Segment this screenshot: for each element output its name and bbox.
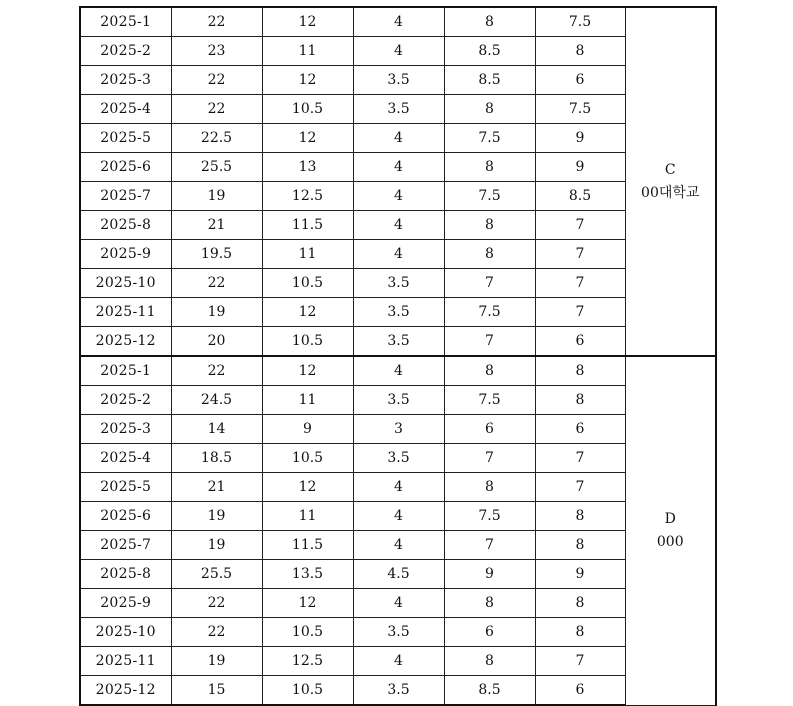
- period-cell: 2025-4: [80, 95, 171, 124]
- value-cell: 6: [535, 676, 625, 706]
- value-cell: 12.5: [262, 182, 353, 211]
- value-cell: 4: [353, 211, 444, 240]
- value-cell: 12: [262, 589, 353, 618]
- group-label: [625, 356, 716, 705]
- table-row: [80, 95, 716, 124]
- table-row: [80, 444, 716, 473]
- value-cell: 3.5: [353, 327, 444, 357]
- value-cell: 12: [262, 473, 353, 502]
- value-cell: 3.5: [353, 298, 444, 327]
- value-cell: 15: [171, 676, 262, 706]
- value-cell: 10.5: [262, 269, 353, 298]
- group-label-code: C: [664, 162, 676, 179]
- period-cell: 2025-11: [80, 647, 171, 676]
- value-cell: 6: [444, 415, 535, 444]
- value-cell: 19: [171, 298, 262, 327]
- value-cell: 8: [535, 356, 625, 386]
- value-cell: 11.5: [262, 531, 353, 560]
- table-row: [80, 7, 716, 37]
- value-cell: 22: [171, 95, 262, 124]
- value-cell: 19.5: [171, 240, 262, 269]
- value-cell: 8: [444, 240, 535, 269]
- value-cell: 7.5: [444, 124, 535, 153]
- period-cell: 2025-3: [80, 66, 171, 95]
- value-cell: 7: [444, 269, 535, 298]
- value-cell: 8.5: [535, 182, 625, 211]
- value-cell: 20: [171, 327, 262, 357]
- value-cell: 22: [171, 618, 262, 647]
- value-cell: 23: [171, 37, 262, 66]
- value-cell: 22: [171, 356, 262, 386]
- value-cell: 7: [535, 211, 625, 240]
- value-cell: 7.5: [444, 182, 535, 211]
- value-cell: 22: [171, 269, 262, 298]
- table-row: [80, 66, 716, 95]
- table-row: [80, 415, 716, 444]
- table-row: [80, 327, 716, 357]
- value-cell: 25.5: [171, 560, 262, 589]
- value-cell: 8.5: [444, 676, 535, 706]
- value-cell: 4: [353, 153, 444, 182]
- period-cell: 2025-1: [80, 7, 171, 37]
- value-cell: 4: [353, 473, 444, 502]
- period-cell: 2025-5: [80, 124, 171, 153]
- value-cell: 22: [171, 589, 262, 618]
- period-cell: 2025-7: [80, 182, 171, 211]
- value-cell: 25.5: [171, 153, 262, 182]
- data-table: [79, 6, 717, 706]
- period-cell: 2025-11: [80, 298, 171, 327]
- value-cell: 22.5: [171, 124, 262, 153]
- group-label-name: 00대학교: [641, 184, 700, 201]
- value-cell: 11.5: [262, 211, 353, 240]
- value-cell: 8: [444, 356, 535, 386]
- value-cell: 7: [535, 473, 625, 502]
- table-row: [80, 502, 716, 531]
- period-cell: 2025-9: [80, 589, 171, 618]
- value-cell: 11: [262, 386, 353, 415]
- value-cell: 11: [262, 37, 353, 66]
- value-cell: 8.5: [444, 66, 535, 95]
- table-row: [80, 589, 716, 618]
- value-cell: 3.5: [353, 618, 444, 647]
- value-cell: 8: [444, 7, 535, 37]
- value-cell: 4.5: [353, 560, 444, 589]
- value-cell: 11: [262, 240, 353, 269]
- value-cell: 8: [535, 618, 625, 647]
- table-row: [80, 531, 716, 560]
- value-cell: 4: [353, 589, 444, 618]
- period-cell: 2025-2: [80, 37, 171, 66]
- period-cell: 2025-6: [80, 502, 171, 531]
- table-row: [80, 473, 716, 502]
- value-cell: 19: [171, 182, 262, 211]
- table-row: [80, 153, 716, 182]
- table-row: [80, 211, 716, 240]
- value-cell: 7: [444, 531, 535, 560]
- value-cell: 3.5: [353, 95, 444, 124]
- value-cell: 8: [535, 502, 625, 531]
- value-cell: 7.5: [444, 386, 535, 415]
- period-cell: 2025-10: [80, 618, 171, 647]
- period-cell: 2025-5: [80, 473, 171, 502]
- value-cell: 7: [535, 240, 625, 269]
- value-cell: 6: [535, 415, 625, 444]
- value-cell: 7.5: [444, 502, 535, 531]
- value-cell: 3.5: [353, 386, 444, 415]
- period-cell: 2025-7: [80, 531, 171, 560]
- value-cell: 22: [171, 66, 262, 95]
- period-cell: 2025-3: [80, 415, 171, 444]
- group-label-name: 000: [656, 533, 684, 550]
- value-cell: 8: [535, 37, 625, 66]
- value-cell: 12: [262, 356, 353, 386]
- value-cell: 10.5: [262, 618, 353, 647]
- value-cell: 4: [353, 531, 444, 560]
- value-cell: 19: [171, 531, 262, 560]
- value-cell: 6: [535, 327, 625, 357]
- value-cell: 10.5: [262, 444, 353, 473]
- table-row: [80, 298, 716, 327]
- table-row: [80, 560, 716, 589]
- table-body: [80, 7, 716, 705]
- value-cell: 4: [353, 124, 444, 153]
- value-cell: 7: [535, 444, 625, 473]
- value-cell: 14: [171, 415, 262, 444]
- table-row: [80, 269, 716, 298]
- value-cell: 12: [262, 7, 353, 37]
- value-cell: 4: [353, 7, 444, 37]
- value-cell: 9: [535, 560, 625, 589]
- period-cell: 2025-12: [80, 676, 171, 706]
- value-cell: 10.5: [262, 95, 353, 124]
- value-cell: 3.5: [353, 444, 444, 473]
- value-cell: 7.5: [535, 95, 625, 124]
- value-cell: 19: [171, 502, 262, 531]
- table-row: [80, 647, 716, 676]
- table-row: [80, 124, 716, 153]
- table-row: [80, 356, 716, 386]
- value-cell: 12: [262, 298, 353, 327]
- value-cell: 3.5: [353, 269, 444, 298]
- value-cell: 3: [353, 415, 444, 444]
- period-cell: 2025-1: [80, 356, 171, 386]
- table-row: [80, 240, 716, 269]
- value-cell: 9: [262, 415, 353, 444]
- value-cell: 8: [444, 153, 535, 182]
- period-cell: 2025-2: [80, 386, 171, 415]
- value-cell: 4: [353, 502, 444, 531]
- value-cell: 7: [535, 269, 625, 298]
- table-row: [80, 182, 716, 211]
- group-label-code: D: [664, 511, 676, 528]
- period-cell: 2025-4: [80, 444, 171, 473]
- period-cell: 2025-6: [80, 153, 171, 182]
- table-row: [80, 676, 716, 706]
- value-cell: 3.5: [353, 676, 444, 706]
- value-cell: 12.5: [262, 647, 353, 676]
- value-cell: 4: [353, 356, 444, 386]
- table-row: [80, 386, 716, 415]
- value-cell: 13: [262, 153, 353, 182]
- value-cell: 7.5: [444, 298, 535, 327]
- value-cell: 7: [444, 327, 535, 357]
- value-cell: 24.5: [171, 386, 262, 415]
- period-cell: 2025-8: [80, 560, 171, 589]
- period-cell: 2025-9: [80, 240, 171, 269]
- value-cell: 6: [535, 66, 625, 95]
- period-cell: 2025-12: [80, 327, 171, 357]
- value-cell: 8: [444, 589, 535, 618]
- value-cell: 8: [444, 95, 535, 124]
- value-cell: 3.5: [353, 66, 444, 95]
- period-cell: 2025-8: [80, 211, 171, 240]
- value-cell: 7: [444, 444, 535, 473]
- value-cell: 7.5: [535, 7, 625, 37]
- value-cell: 4: [353, 647, 444, 676]
- value-cell: 4: [353, 240, 444, 269]
- value-cell: 21: [171, 211, 262, 240]
- value-cell: 4: [353, 182, 444, 211]
- value-cell: 8: [444, 647, 535, 676]
- value-cell: 19: [171, 647, 262, 676]
- value-cell: 8.5: [444, 37, 535, 66]
- value-cell: 7: [535, 647, 625, 676]
- value-cell: 8: [535, 589, 625, 618]
- value-cell: 7: [535, 298, 625, 327]
- value-cell: 11: [262, 502, 353, 531]
- value-cell: 6: [444, 618, 535, 647]
- value-cell: 10.5: [262, 676, 353, 706]
- value-cell: 8: [535, 531, 625, 560]
- value-cell: 9: [444, 560, 535, 589]
- value-cell: 13.5: [262, 560, 353, 589]
- value-cell: 9: [535, 153, 625, 182]
- table-row: [80, 37, 716, 66]
- period-cell: 2025-10: [80, 269, 171, 298]
- value-cell: 8: [444, 473, 535, 502]
- value-cell: 4: [353, 37, 444, 66]
- value-cell: 12: [262, 66, 353, 95]
- value-cell: 12: [262, 124, 353, 153]
- value-cell: 8: [444, 211, 535, 240]
- table-row: [80, 618, 716, 647]
- value-cell: 10.5: [262, 327, 353, 357]
- value-cell: 22: [171, 7, 262, 37]
- value-cell: 21: [171, 473, 262, 502]
- value-cell: 18.5: [171, 444, 262, 473]
- value-cell: 8: [535, 386, 625, 415]
- group-label: [625, 7, 716, 356]
- value-cell: 9: [535, 124, 625, 153]
